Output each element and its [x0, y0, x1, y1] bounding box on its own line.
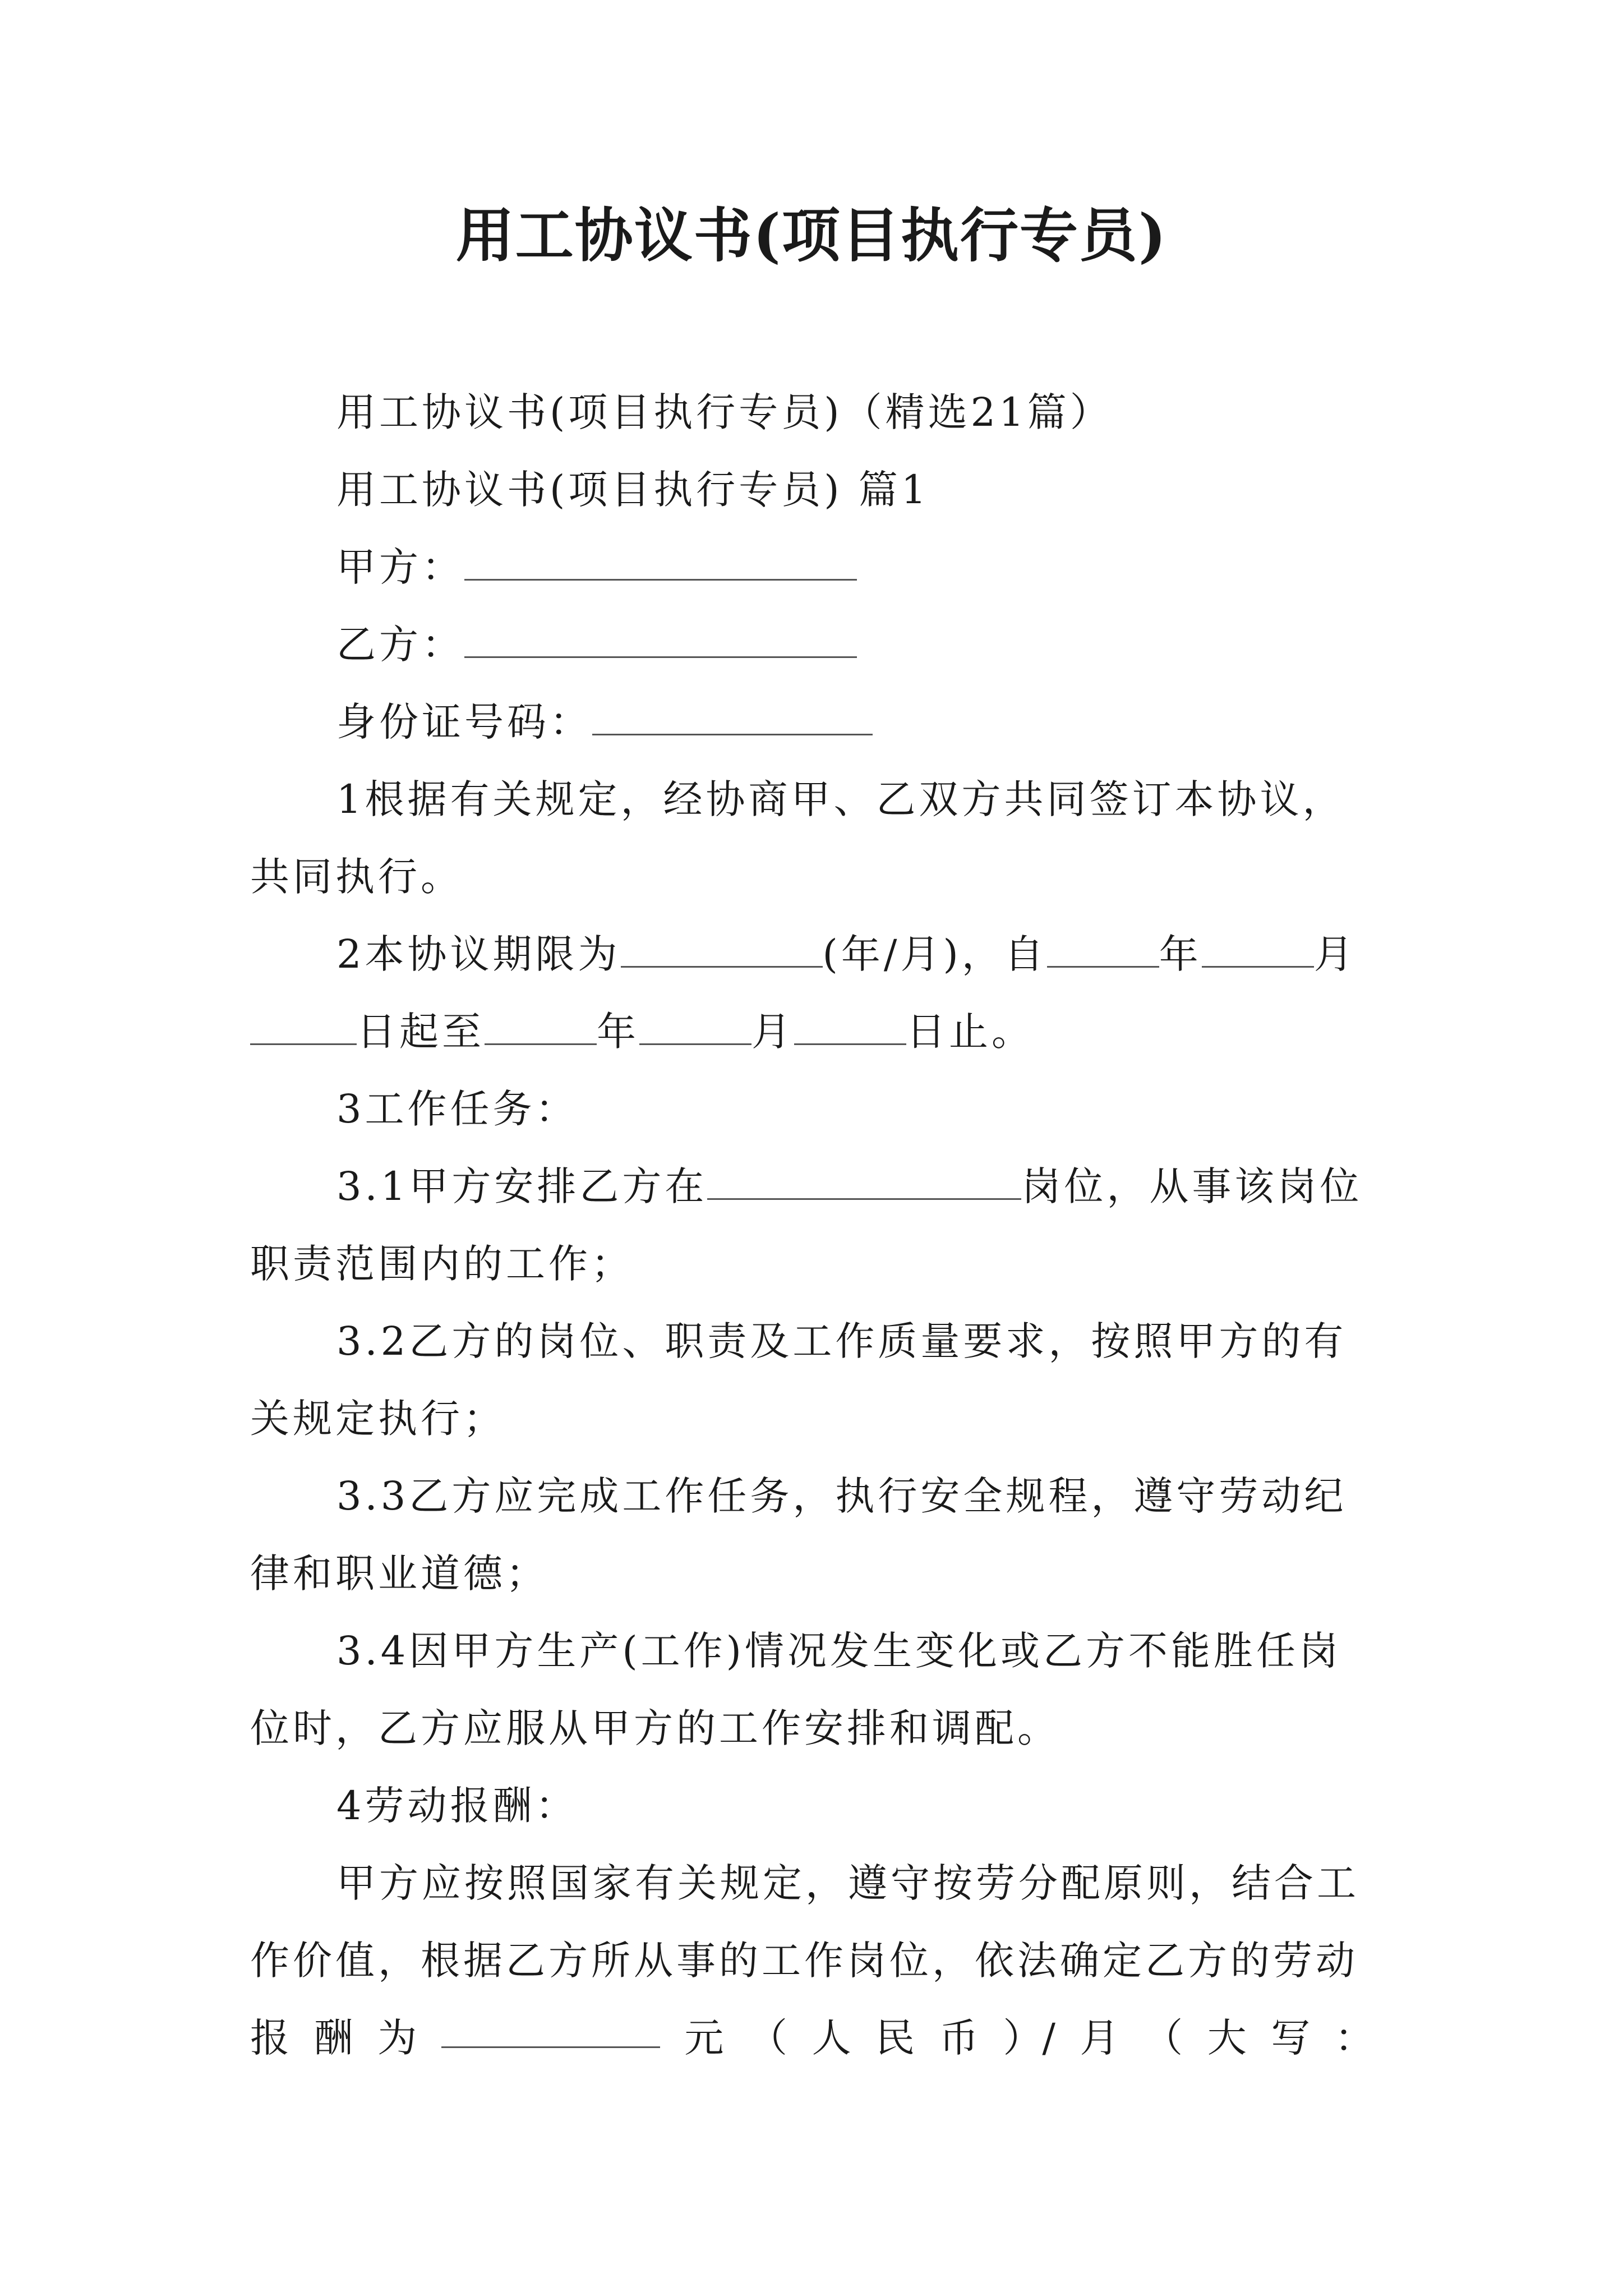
clause2-text-c: 年 [1159, 931, 1202, 977]
clause3-3-line2: 律和职业道德； [250, 1550, 548, 1596]
clause2-text-e: 日起至 [357, 1009, 485, 1055]
salary-text: 元 [684, 2015, 724, 2061]
salary-text: 月 [1080, 2015, 1119, 2061]
id-number-label: 身份证号码： [336, 699, 592, 745]
document-title: 用工协议书(项目执行专员) [455, 201, 1168, 270]
salary-text: （ [748, 2015, 787, 2061]
clause3-3-line1: 3.3乙方应完成工作任务，执行安全规程，遵守劳动纪 [336, 1473, 1347, 1519]
clause2-text-g: 月 [751, 1009, 794, 1055]
salary-text: 酬 [313, 2015, 353, 2061]
id-number-blank[interactable] [592, 694, 873, 735]
clause2-line1 [336, 923, 1357, 985]
party-b-label: 乙方： [336, 622, 464, 668]
end-year-blank[interactable] [485, 1004, 597, 1045]
clause3-1-text-a: 3.1甲方安排乙方在 [336, 1163, 708, 1209]
clause2-text-f: 年 [597, 1009, 639, 1055]
subtitle-part1: 用工协议书(项目执行专员) 篇1 [336, 467, 930, 513]
start-year-blank[interactable] [1047, 927, 1159, 968]
salary-text: 写 [1271, 2015, 1311, 2061]
clause1-line1: 1根据有关规定，经协商甲、乙双方共同签订本协议， [336, 776, 1345, 822]
clause3-1-line1 [336, 1156, 1362, 1217]
salary-text: 人 [811, 2015, 851, 2061]
clause2-text-d: 月 [1313, 931, 1357, 977]
salary-text: 大 [1207, 2015, 1247, 2061]
salary-text: ）/ [1003, 2015, 1055, 2061]
clause3-heading: 3工作任务： [336, 1086, 578, 1132]
term-length-blank[interactable] [621, 927, 823, 968]
clause2-text-b: (年/月)，自 [822, 931, 1047, 977]
salary-text: ： [1334, 2015, 1374, 2061]
clause3-1-line2: 职责范围内的工作； [250, 1241, 634, 1287]
clause4-heading: 4劳动报酬： [336, 1783, 578, 1829]
salary-text: 为 [377, 2015, 417, 2061]
clause2-text-h: 日止。 [906, 1009, 1034, 1055]
clause3-1-text-b: 岗位，从事该岗位 [1021, 1163, 1363, 1209]
start-month-blank[interactable] [1202, 927, 1314, 968]
clause3-2-line1: 3.2乙方的岗位、职责及工作质量要求，按照甲方的有 [336, 1318, 1347, 1364]
party-b-line [336, 614, 857, 675]
party-a-line [336, 536, 857, 598]
clause2-line2 [250, 1001, 1034, 1062]
clause3-2-line2: 关规定执行； [250, 1396, 506, 1442]
clause4-para-line2: 作价值，根据乙方所从事的工作岗位，依法确定乙方的劳动 [250, 1938, 1358, 1984]
salary-amount-blank[interactable] [441, 2007, 660, 2048]
salary-text: 报 [250, 2015, 289, 2061]
position-blank[interactable] [707, 1159, 1021, 1200]
clause1-line2: 共同执行。 [250, 854, 463, 900]
clause3-4-line1: 3.4因甲方生产(工作)情况发生变化或乙方不能胜任岗 [336, 1628, 1341, 1674]
salary-text: 币 [939, 2015, 979, 2061]
party-b-blank[interactable] [464, 617, 857, 658]
clause3-4-line2: 位时，乙方应服从甲方的工作安排和调配。 [250, 1705, 1060, 1751]
id-number-line [336, 691, 873, 753]
start-day-blank[interactable] [250, 1004, 357, 1045]
clause4-para-line3 [250, 2007, 1374, 2069]
clause4-para-line1: 甲方应按照国家有关规定，遵守按劳分配原则，结合工 [336, 1860, 1359, 1906]
party-a-blank[interactable] [464, 540, 857, 581]
clause2-text-a: 2本协议期限为 [336, 931, 621, 977]
end-month-blank[interactable] [639, 1004, 751, 1045]
salary-text: 民 [875, 2015, 915, 2061]
salary-text: （ [1144, 2015, 1183, 2061]
party-a-label: 甲方： [336, 544, 464, 590]
subtitle-selected: 用工协议书(项目执行专员)（精选21篇） [336, 389, 1113, 435]
end-day-blank[interactable] [794, 1004, 906, 1045]
